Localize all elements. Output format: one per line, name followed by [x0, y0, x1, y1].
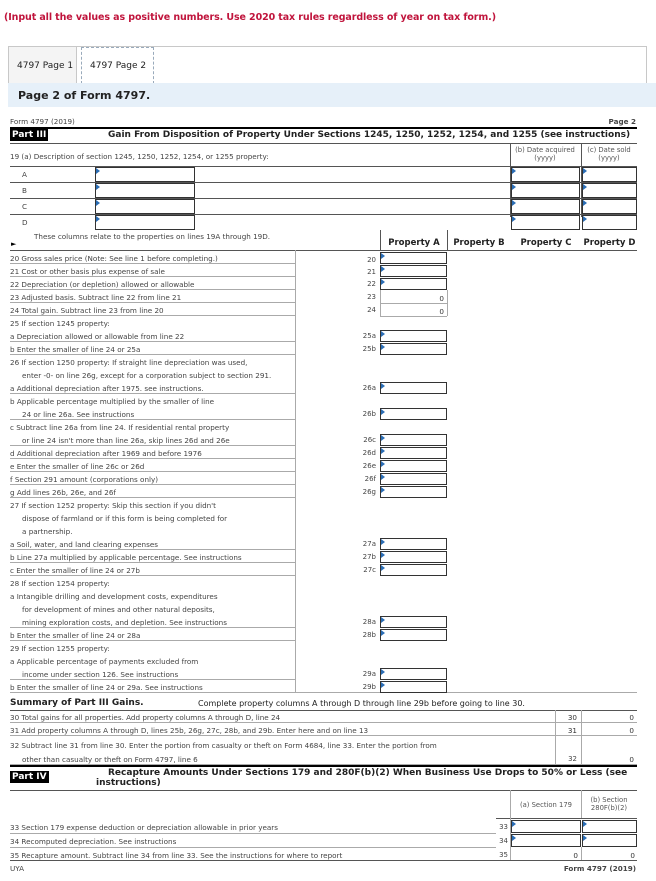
line-33-label: 33 Section 179 expense deduction or depreciation allowable in prior years — [10, 823, 278, 832]
line-20-label: 20 Gross sales price (Note: See line 1 before completing.) — [10, 254, 218, 263]
line-27c-label: c Enter the smaller of line 24 or 27b — [10, 566, 140, 575]
part-3-title: Gain From Disposition of Property Under Sections 1245, 1250, 1252, 1254, and 1255 (see instructions) — [108, 130, 631, 140]
line-num-29a: 29a — [362, 670, 376, 678]
line-19-label: 19 (a) Description of section 1245, 1250, 1252, 1254, or 1255 property: — [10, 152, 269, 161]
line-32-label-2: other than casualty or theft on Form 4797, line 6 — [22, 755, 198, 764]
line-26c-property-a-input[interactable] — [380, 434, 447, 446]
line-num-26c: 26c — [363, 436, 376, 444]
line-num-26f: 26f — [364, 475, 376, 483]
line-25a-label: a Depreciation allowed or allowable from line 22 — [10, 332, 185, 341]
description-b-input[interactable] — [95, 183, 195, 198]
line-26b-property-a-input[interactable] — [380, 408, 447, 420]
line-num-29b: 29b — [362, 683, 376, 691]
line-28a-label-2: for development of mines and other natural deposits, — [22, 605, 215, 614]
date-sold-c-input[interactable] — [582, 199, 637, 214]
line-23-property-a-value: 0 — [439, 294, 444, 303]
line-29a-property-a-input[interactable] — [380, 668, 447, 680]
line-num-21: 21 — [367, 268, 376, 276]
section-280f-header: (b) Section 280F(b)(2) — [590, 796, 628, 812]
footer-left: UYA — [10, 864, 25, 873]
line-27-label: 27 If section 1252 property: Skip this section if you didn't — [10, 501, 216, 510]
tab-bar — [8, 46, 647, 83]
line-num-27b: 27b — [362, 553, 376, 561]
line-num-33: 33 — [499, 823, 508, 831]
column-property-d: Property D — [583, 238, 636, 248]
line-29a-label-2: income under section 126. See instructions — [22, 670, 179, 679]
line-26b-label: b Applicable percentage multiplied by the smaller of line — [10, 397, 215, 406]
line-28a-label: a Intangible drilling and development costs, expenditures — [10, 592, 218, 601]
line-27a-property-a-input[interactable] — [380, 538, 447, 550]
line-30-number: 30 — [567, 713, 577, 722]
line-num-26b: 26b — [362, 410, 376, 418]
date-sold-header: (c) Date sold (yyyy) — [587, 146, 631, 162]
date-acquired-d-input[interactable] — [511, 215, 580, 230]
line-26d-label: d Additional depreciation after 1969 and before 1976 — [10, 449, 202, 458]
line-27a-label: a Soil, water, and land clearing expenses — [10, 540, 158, 549]
line-25b-label: b Enter the smaller of line 24 or 25a — [10, 345, 141, 354]
line-26e-label: e Enter the smaller of line 26c or 26d — [10, 462, 145, 471]
line-num-28a: 28a — [362, 618, 376, 626]
line-25b-property-a-input[interactable] — [380, 343, 447, 355]
property-row-b-label: B — [22, 186, 27, 195]
section-179-header: (a) Section 179 — [519, 801, 572, 809]
line-21-property-a-input[interactable] — [380, 265, 447, 277]
line-23-label: 23 Adjusted basis. Subtract line 22 from line 21 — [10, 293, 182, 302]
line-27c-property-a-input[interactable] — [380, 564, 447, 576]
line-31-value: 0 — [629, 726, 634, 735]
line-num-26e: 26e — [362, 462, 376, 470]
line-num-25a: 25a — [362, 332, 376, 340]
line-34-label: 34 Recomputed depreciation. See instructions — [10, 837, 177, 846]
line-35-label: 35 Recapture amount. Subtract line 34 from line 33. See the instructions for where to report — [10, 851, 343, 860]
part-4-title-2: instructions) — [96, 778, 161, 788]
line-26a-label: a Additional depreciation after 1975. see instructions. — [10, 384, 204, 393]
line-22-property-a-input[interactable] — [380, 278, 447, 290]
line-21-label: 21 Cost or other basis plus expense of sale — [10, 267, 165, 276]
line-num-24: 24 — [367, 306, 376, 314]
line-32-value: 0 — [629, 755, 634, 764]
line-26-label: 26 If section 1250 property: If straight line depreciation was used, — [10, 358, 248, 367]
line-28a-property-a-input[interactable] — [380, 616, 447, 628]
column-property-a: Property A — [388, 238, 440, 248]
line-26-label-2: enter -0- on line 26g, except for a corporation subject to section 291. — [22, 371, 272, 380]
part-4-title: Recapture Amounts Under Sections 179 and 280F(b)(2) When Business Use Drops to 50% or Less (see — [108, 768, 628, 778]
line-29-label: 29 If section 1255 property: — [10, 644, 110, 653]
line-num-20: 20 — [367, 256, 376, 264]
line-num-25b: 25b — [362, 345, 376, 353]
columns-note: These columns relate to the properties on lines 19A through 19D. — [34, 232, 271, 241]
line-26e-property-a-input[interactable] — [380, 460, 447, 472]
summary-note: Complete property columns A through D through line 29b before going to line 30. — [198, 699, 525, 708]
column-property-b: Property B — [453, 238, 505, 248]
date-acquired-header: (b) Date acquired (yyyy) — [515, 146, 575, 162]
line-25a-property-a-input[interactable] — [380, 330, 447, 342]
line-34-section-280f-input[interactable] — [582, 834, 637, 847]
date-sold-a-input[interactable] — [582, 167, 637, 182]
line-27b-label: b Line 27a multiplied by applicable percentage. See instructions — [10, 553, 242, 562]
column-property-c: Property C — [520, 238, 572, 248]
line-28-label: 28 If section 1254 property: — [10, 579, 110, 588]
footer-right: Form 4797 (2019) — [563, 864, 636, 873]
line-31-label: 31 Add property columns A through D, lines 25b, 26g, 27c, 28b, and 29b. Enter here and on line 13 — [10, 726, 369, 735]
line-26f-property-a-input[interactable] — [380, 473, 447, 485]
line-33-section-280f-input[interactable] — [582, 820, 637, 833]
line-num-27a: 27a — [362, 540, 376, 548]
line-22-label: 22 Depreciation (or depletion) allowed or allowable — [10, 280, 195, 289]
line-26g-property-a-input[interactable] — [380, 486, 447, 498]
line-27b-property-a-input[interactable] — [380, 551, 447, 563]
line-num-35: 35 — [499, 851, 508, 859]
date-acquired-c-input[interactable] — [511, 199, 580, 214]
line-30-label: 30 Total gains for all properties. Add property columns A through D, line 24 — [10, 713, 281, 722]
form-header-left: Form 4797 (2019) — [10, 117, 75, 126]
property-row-c-label: C — [22, 202, 28, 211]
line-29a-label: a Applicable percentage of payments excluded from — [10, 657, 199, 666]
line-28a-label-3: mining exploration costs, and depletion. See instructions — [22, 618, 227, 627]
line-25-label: 25 If section 1245 property: — [10, 319, 110, 328]
line-29b-property-a-input[interactable] — [380, 681, 447, 693]
line-26c-label: c Subtract line 26a from line 24. If residential rental property — [10, 423, 230, 432]
line-28b-label: b Enter the smaller of line 24 or 28a — [10, 631, 141, 640]
line-34-section-179-input[interactable] — [511, 834, 581, 847]
line-32-label: 32 Subtract line 31 from line 30. Enter the portion from casualty or theft on Form 4684, line 33. Enter the portion from — [10, 741, 437, 750]
line-26a-property-a-input[interactable] — [380, 382, 447, 394]
arrow-icon: ► — [11, 240, 17, 248]
line-26c-label-2: or line 24 isn't more than line 26a, skip lines 26d and 26e — [22, 436, 230, 445]
date-sold-d-input[interactable] — [582, 215, 637, 230]
line-26d-property-a-input[interactable] — [380, 447, 447, 459]
date-acquired-b-input[interactable] — [511, 183, 580, 198]
line-num-27c: 27c — [363, 566, 376, 574]
line-20-property-a-input[interactable] — [380, 252, 447, 264]
description-a-input[interactable] — [95, 167, 195, 182]
date-acquired-a-input[interactable] — [511, 167, 580, 182]
line-30-value: 0 — [629, 713, 634, 722]
line-num-26d: 26d — [362, 449, 376, 457]
part-3-label: Part III — [12, 130, 47, 140]
line-28b-property-a-input[interactable] — [380, 629, 447, 641]
line-num-32: 32 — [568, 755, 577, 763]
description-c-input[interactable] — [95, 199, 195, 214]
line-num-26a: 26a — [362, 384, 376, 392]
line-29b-label: b Enter the smaller of line 24 or 29a. See instructions — [10, 683, 203, 692]
tab-4797-page-2[interactable]: 4797 Page 2 — [81, 47, 154, 84]
summary-title: Summary of Part III Gains. — [10, 698, 144, 708]
line-num-22: 22 — [367, 280, 376, 288]
line-27-label-3: a partnership. — [22, 527, 73, 536]
line-31-number: 31 — [567, 726, 577, 735]
property-row-d-label: D — [22, 218, 28, 227]
line-num-28b: 28b — [362, 631, 376, 639]
line-26b-label-2: 24 or line 26a. See instructions — [22, 410, 135, 419]
line-24-label: 24 Total gain. Subtract line 23 from line 20 — [10, 306, 164, 315]
line-35-section-179-value: 0 — [573, 851, 578, 860]
date-sold-b-input[interactable] — [582, 183, 637, 198]
line-26g-label: g Add lines 26b, 26e, and 26f — [10, 488, 116, 497]
line-26f-label: f Section 291 amount (corporations only) — [10, 475, 159, 484]
part-4-label: Part IV — [12, 772, 47, 782]
form-header-right: Page 2 — [608, 117, 636, 126]
line-num-23: 23 — [367, 293, 376, 301]
line-24-property-a-value: 0 — [439, 307, 444, 316]
description-d-input[interactable] — [95, 215, 195, 230]
property-row-a-label: A — [22, 170, 27, 179]
line-33-section-179-input[interactable] — [511, 820, 581, 833]
page-title: Page 2 of Form 4797. — [8, 83, 656, 107]
instruction-notice: (Input all the values as positive numbers. Use 2020 tax rules regardless of year on tax form.) — [4, 12, 496, 23]
line-num-34: 34 — [499, 837, 508, 845]
tab-4797-page-1[interactable]: 4797 Page 1 — [9, 47, 77, 84]
line-27-label-2: dispose of farmland or if this form is being completed for — [22, 514, 228, 523]
line-num-26g: 26g — [362, 488, 376, 496]
line-35-section-280f-value: 0 — [630, 851, 635, 860]
